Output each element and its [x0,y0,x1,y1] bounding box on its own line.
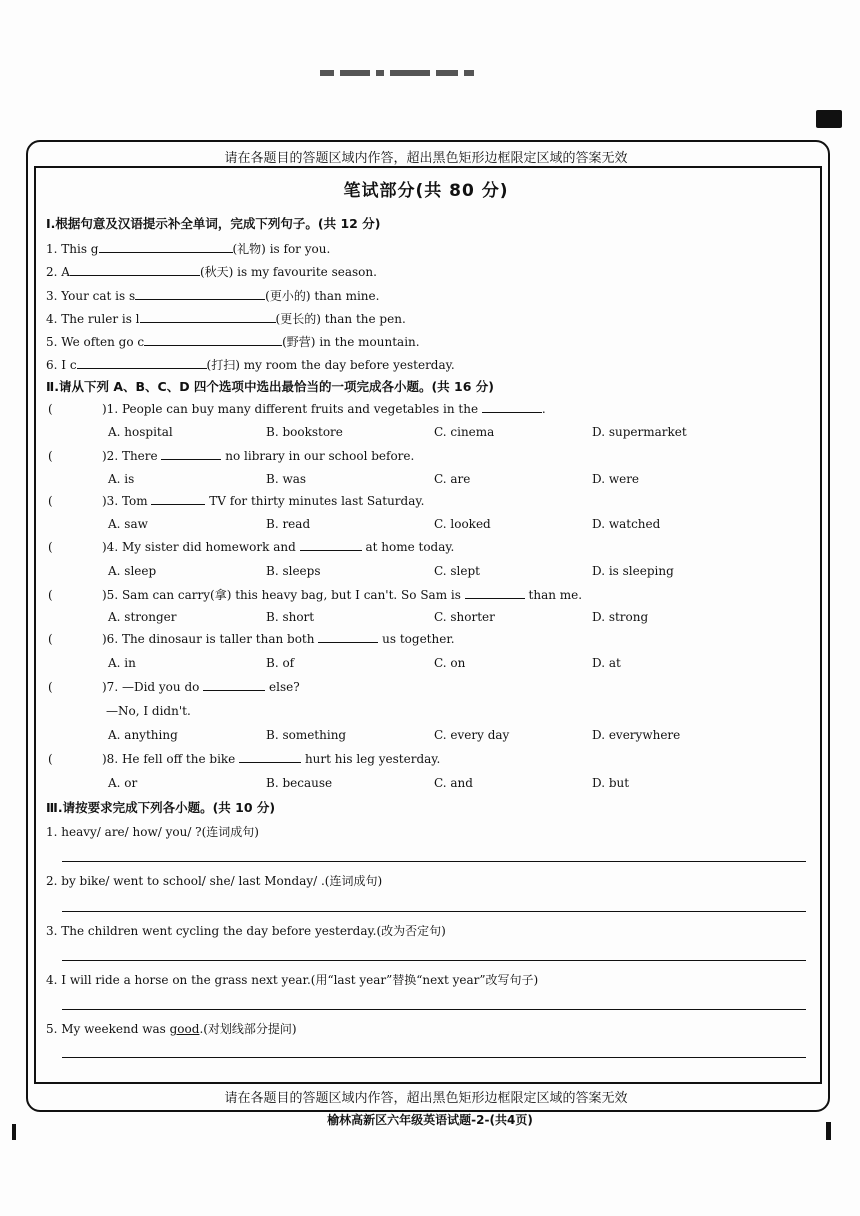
q1-option-a: A. hospital [108,425,173,439]
mc-question-7: ( )7. —Did you do else? [48,680,300,694]
registration-mark [816,110,842,128]
s1-item-1: 1. This g (礼物) is for you. [46,242,331,256]
q2-option-d: D. were [592,472,640,486]
q7-option-a: A. anything [108,728,178,742]
s1-item-2: 2. A (秋天) is my favourite season. [46,265,377,279]
section-3-heading: Ⅲ.请按要求完成下列各小题。(共 10 分) [46,800,276,815]
mc-question-8: ( )8. He fell off the bike hurt his leg yesterday. [48,752,441,766]
s1-item-6: 6. I c (打扫) my room the day before yesterday. [46,358,455,372]
notice-bottom: 请在各题目的答题区域内作答，超出黑色矩形边框限定区域的答案无效 [224,1091,628,1106]
q5-option-b: B. short [266,610,315,624]
q2-option-c: C. are [434,472,471,486]
q1-option-b: B. bookstore [266,425,343,439]
underlined-word: good [169,1022,200,1036]
q8-option-c: C. and [434,776,473,790]
q3-option-c: C. looked [434,517,491,531]
q1-option-c: C. cinema [434,425,495,439]
q2-option-b: B. was [266,472,307,486]
answer-line-2[interactable] [62,911,806,912]
s3-item-4: 4. I will ride a horse on the grass next year.(用“last year”替换“next year”改写句子) [46,973,539,987]
q4-option-c: C. slept [434,564,480,578]
answer-line-3[interactable] [62,960,806,961]
answer-line-1[interactable] [62,861,806,862]
q7-option-d: D. everywhere [592,728,681,742]
q8-option-a: A. or [108,776,138,790]
q4-option-a: A. sleep [108,564,157,578]
q3-option-b: B. read [266,517,311,531]
s3-item-3: 3. The children went cycling the day before yesterday.(改为否定句) [46,924,446,938]
mc-question-1: ( )1. People can buy many different fruits and vegetables in the . [48,402,546,416]
mc-question-2: ( )2. There no library in our school before. [48,449,415,463]
q6-option-a: A. in [108,656,136,670]
s1-item-5: 5. We often go c (野营) in the mountain. [46,335,420,349]
q4-option-d: D. is sleeping [592,564,674,578]
answer-line-5[interactable] [62,1057,806,1058]
s3-item-2: 2. by bike/ went to school/ she/ last Monday/ .(连词成句) [46,874,383,888]
q4-option-b: B. sleeps [266,564,321,578]
q8-option-d: D. but [592,776,630,790]
page-footer: 榆林高新区六年级英语试题-2-(共4页) [327,1113,533,1127]
section-1-heading: Ⅰ.根据句意及汉语提示补全单词，完成下列句子。(共 12 分) [46,216,381,231]
q7-option-b: B. something [266,728,347,742]
q8-option-b: B. because [266,776,333,790]
mc-question-4: ( )4. My sister did homework and at home today. [48,540,455,554]
scan-header-marks [320,62,520,78]
q6-option-b: B. of [266,656,295,670]
q3-option-a: A. saw [108,517,148,531]
notice-top: 请在各题目的答题区域内作答，超出黑色矩形边框限定区域的答案无效 [224,151,628,166]
q2-option-a: A. is [108,472,135,486]
s1-item-4: 4. The ruler is l (更长的) than the pen. [46,312,406,326]
q6-option-d: D. at [592,656,621,670]
s3-item-5: 5. My weekend was good.(对划线部分提问) [46,1022,297,1036]
q5-option-a: A. stronger [108,610,177,624]
mc-question-7-reply: —No, I didn't. [106,704,191,718]
s3-item-1: 1. heavy/ are/ how/ you/ ?(连词成句) [46,825,259,839]
q7-option-c: C. every day [434,728,510,742]
page-title: 笔试部分(共 80 分) [343,181,509,201]
section-2-heading: Ⅱ.请从下列 A、B、C、D 四个选项中选出最恰当的一项完成各小题。(共 16 分) [46,379,494,394]
mc-question-3: ( )3. Tom TV for thirty minutes last Saturday. [48,494,425,508]
s1-item-3: 3. Your cat is s (更小的) than mine. [46,289,380,303]
q3-option-d: D. watched [592,517,661,531]
q6-option-c: C. on [434,656,466,670]
answer-line-4[interactable] [62,1009,806,1010]
mc-question-6: ( )6. The dinosaur is taller than both us together. [48,632,455,646]
q5-option-c: C. shorter [434,610,495,624]
q1-option-d: D. supermarket [592,425,687,439]
mc-question-5: ( )5. Sam can carry(拿) this heavy bag, but I can't. So Sam is than me. [48,588,583,602]
q5-option-d: D. strong [592,610,649,624]
